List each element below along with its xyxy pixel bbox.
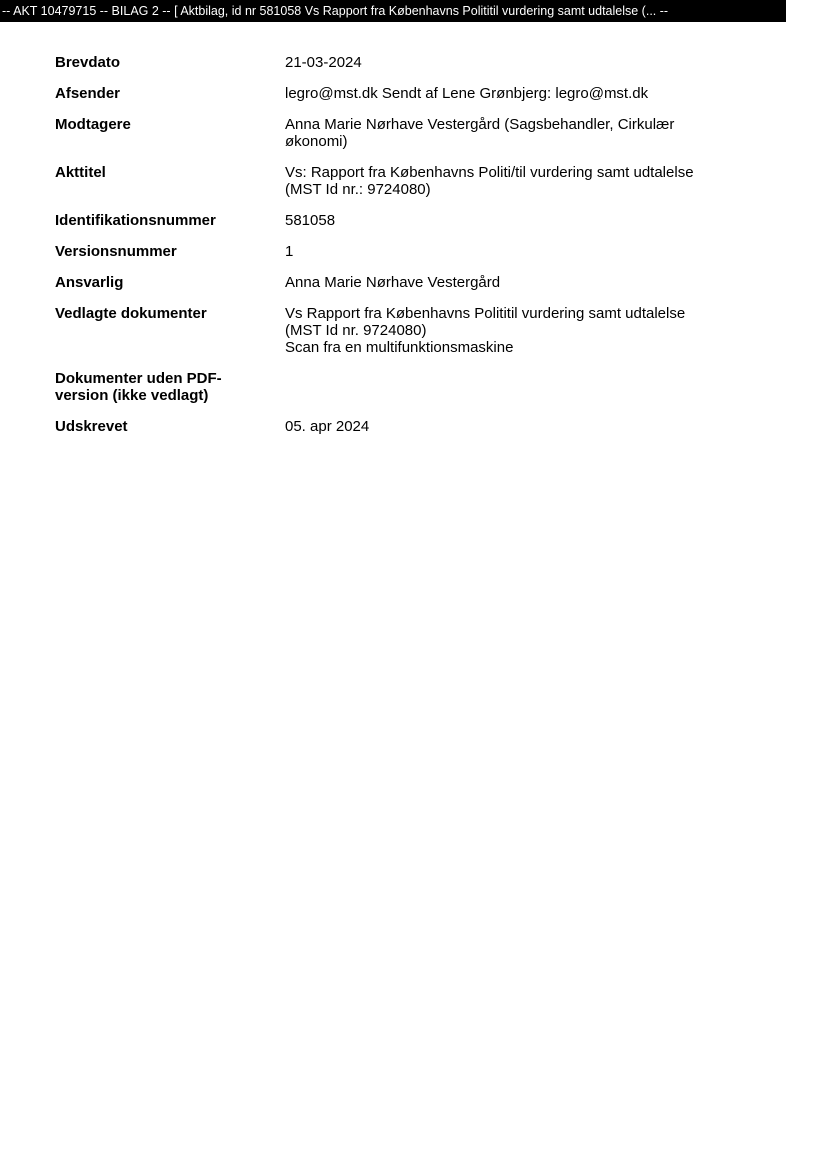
value-line: (MST Id nr. 9724080) [285,322,427,339]
value-line: Anna Marie Nørhave Vestergård [285,274,501,291]
field-label: Identifikationsnummer [55,212,216,229]
value-line: 1 [285,243,294,260]
field-value [285,116,775,164]
field-row-vedlagte-dokumenter [55,305,775,370]
field-label: Afsender [55,85,121,102]
field-row-versionsnummer [55,243,775,274]
value-line: Scan fra en multifunktionsmaskine [285,339,514,356]
field-value [285,85,775,116]
metadata-table [55,54,775,449]
field-value [285,418,775,449]
field-row-ansvarlig [55,274,775,305]
field-value [285,164,775,212]
field-row-akttitel [55,164,775,212]
value-line: Vs Rapport fra Københavns Polititil vurdering samt udtalelse [285,305,686,322]
field-value [285,54,775,85]
field-value [285,243,775,274]
document-header-bar: -- AKT 10479715 -- BILAG 2 -- [ Aktbilag, id nr 581058 Vs Rapport fra Københavns Polititil vurdering samt udtalelse (... -- [0,0,786,22]
value-line: økonomi) [285,133,348,150]
field-label: Modtagere [55,116,131,133]
label-line: version (ikke vedlagt) [55,387,209,404]
field-value [285,370,775,418]
value-line: (MST Id nr.: 9724080) [285,181,431,198]
field-label [55,370,285,418]
value-line: legro@mst.dk Sendt af Lene Grønbjerg: legro@mst.dk [285,85,649,102]
field-value [285,212,775,243]
field-row-modtagere [55,116,775,164]
field-value [285,305,775,370]
label-line: Dokumenter uden PDF- [55,370,222,387]
value-line: Vs: Rapport fra Københavns Politi/til vurdering samt udtalelse [285,164,694,181]
field-label: Versionsnummer [55,243,177,260]
value-line: 05. apr 2024 [285,418,370,435]
field-value [285,274,775,305]
value-line: 21-03-2024 [285,54,362,71]
field-row-udskrevet [55,418,775,449]
field-row-brevdato [55,54,775,85]
value-line: 581058 [285,212,336,229]
field-row-identifikationsnummer [55,212,775,243]
field-row-dokumenter-uden-pdf [55,370,775,418]
value-line: Anna Marie Nørhave Vestergård (Sagsbehandler, Cirkulær [285,116,675,133]
field-row-afsender [55,85,775,116]
field-label: Vedlagte dokumenter [55,305,207,322]
field-label: Brevdato [55,54,121,71]
field-label: Ansvarlig [55,274,124,291]
field-label: Akttitel [55,164,106,181]
field-label: Udskrevet [55,418,128,435]
